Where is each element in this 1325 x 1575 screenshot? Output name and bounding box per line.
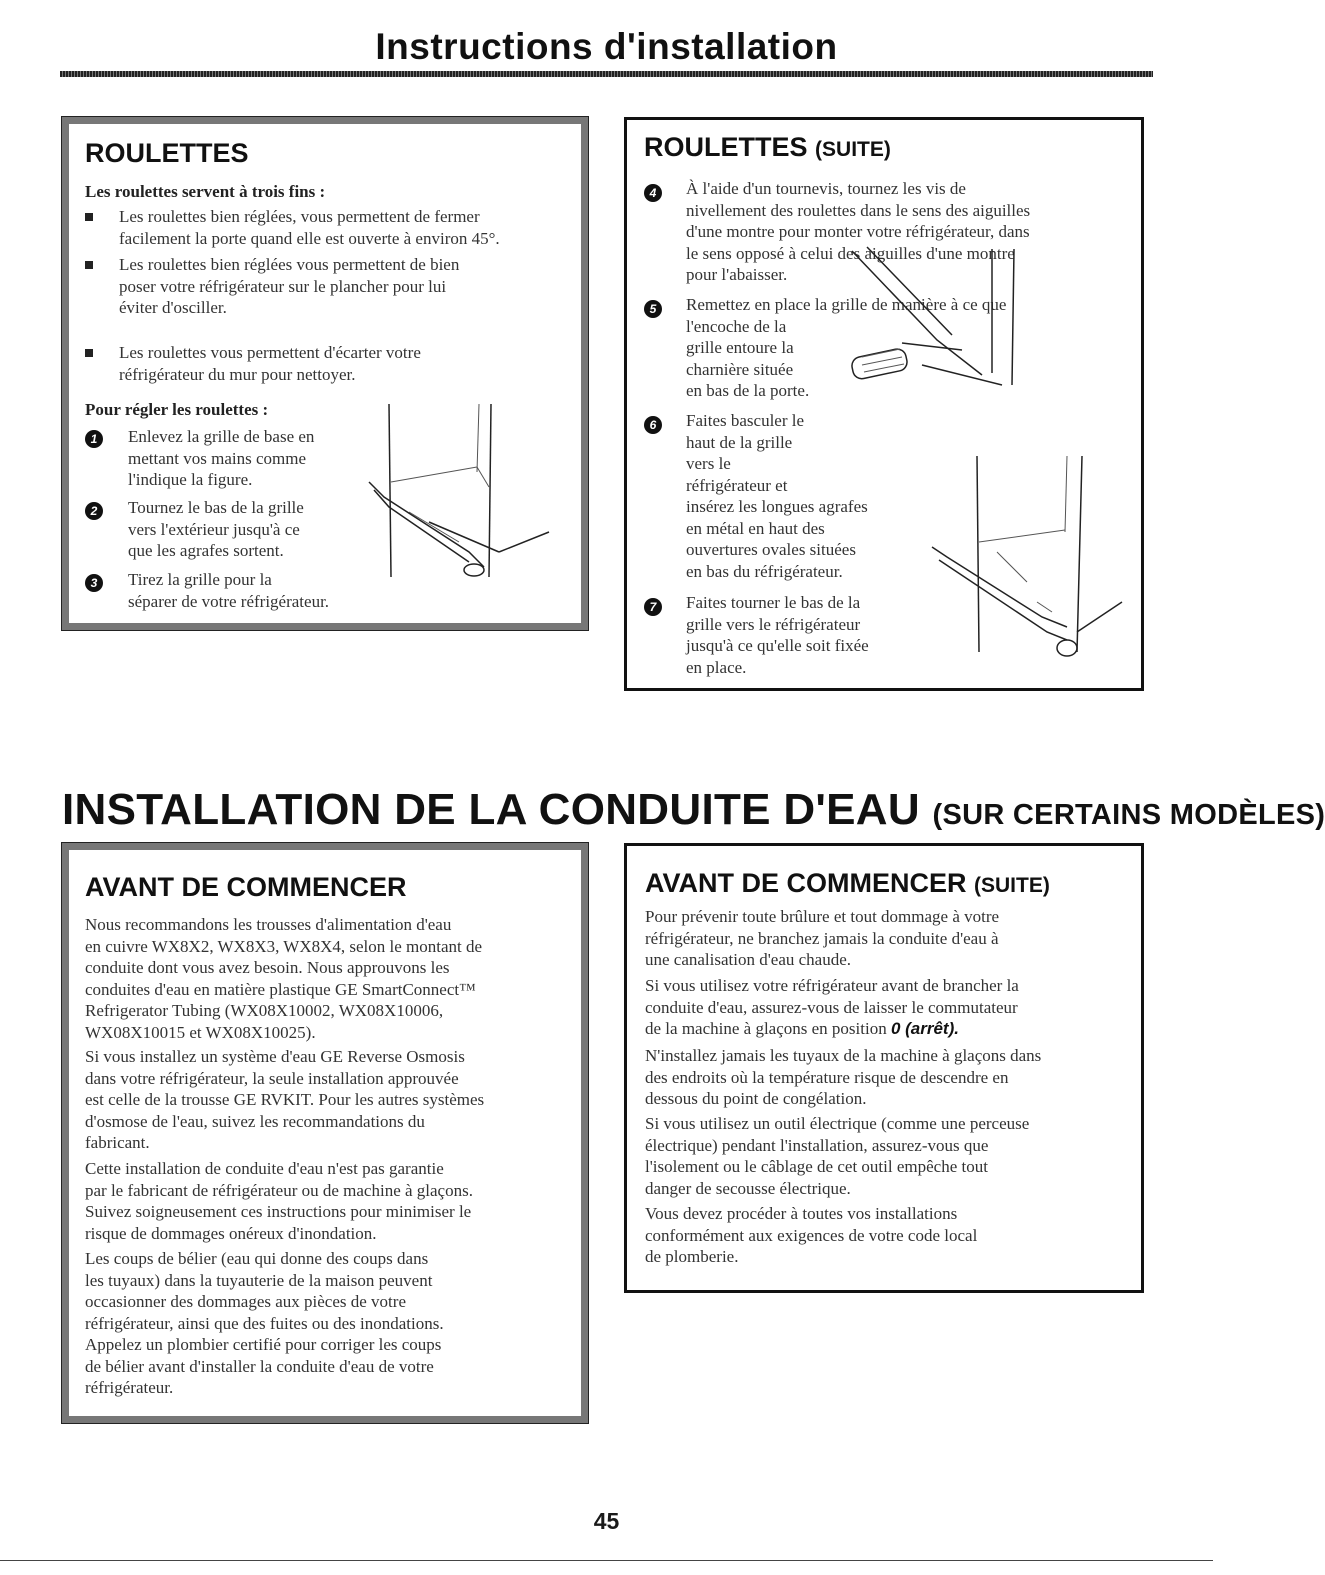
- box-title-avant-suite: AVANT DE COMMENCER (SUITE): [645, 868, 1050, 898]
- step-badge-3: 3: [85, 574, 103, 592]
- step-badge-1: 1: [85, 430, 103, 448]
- avant-paragraph-1: Nous recommandons les trousses d'alimentation d'eau en cuivre WX8X2, WX8X3, WX8X4, selon le montant de conduite dont vous avez besoin. Nous approuvons les conduites d'eau en matière plastique GE SmartConnect™ Refrigerator Tubing (WX08X10002, WX08X10006, WX08X10015 et WX08X10025).: [85, 915, 483, 1042]
- step-6-text: Faites basculer le haut de la grille vers le réfrigérateur et insérez les longues agrafes en métal en haut des ouvertures ovales situées en bas du réfrigérateur.: [686, 411, 868, 581]
- box-roulettes-suite: [624, 117, 1144, 691]
- box-title-roulettes-suite: ROULETTES (SUITE): [644, 132, 891, 162]
- step-badge-7: 7: [644, 598, 662, 616]
- avant-suite-p3: N'installez jamais les tuyaux de la machine à glaçons dans des endroits où la température risque de descendre en dessous du point de congélation.: [645, 1046, 1042, 1108]
- step-badge-4: 4: [644, 184, 662, 202]
- grille-attach-illustration: [927, 452, 1142, 672]
- box-avant-de-commencer: [62, 843, 588, 1423]
- section-heading: INSTALLATION DE LA CONDUITE D'EAU (SUR CERTAINS MODÈLES): [62, 785, 1325, 834]
- switch-position-off: 0 (arrêt).: [890, 1019, 959, 1038]
- step-7-text: Faites tourner le bas de la grille vers le réfrigérateur jusqu'à ce qu'elle soit fixée en place.: [686, 593, 869, 677]
- roulettes-bullet-2: Les roulettes bien réglées vous permettent de bien poser votre réfrigérateur sur le plancher pour lui éviter d'osciller.: [119, 255, 460, 317]
- box-avant-suite: [624, 843, 1144, 1293]
- avant-suite-p1: Pour prévenir toute brûlure et tout dommage à votre réfrigérateur, ne branchez jamais la conduite d'eau à une canalisation d'eau chaude.: [645, 907, 1000, 969]
- box-title-roulettes: ROULETTES: [85, 138, 249, 168]
- screwdriver-illustration: [842, 245, 1022, 390]
- step-badge-2: 2: [85, 502, 103, 520]
- step-3-text: Tirez la grille pour la séparer de votre réfrigérateur.: [128, 570, 330, 611]
- box-roulettes: [62, 117, 588, 630]
- step-4-text: À l'aide d'un tournevis, tournez les vis de nivellement des roulettes dans le sens des aiguilles d'une montre pour monter votre réfrigérateur, dans le sens opposé à celui des aiguilles d'une montre pour l'abaisser.: [686, 179, 1031, 284]
- avant-suite-p5: Vous devez procéder à toutes vos installations conformément aux exigences de votre code local de plomberie.: [645, 1204, 978, 1266]
- bullet-marker: [85, 349, 93, 357]
- box-title-avant: AVANT DE COMMENCER: [85, 872, 407, 902]
- step-1-text: Enlevez la grille de base en mettant vos mains comme l'indique la figure.: [128, 427, 315, 489]
- avant-paragraph-3: Cette installation de conduite d'eau n'est pas garantie par le fabricant de réfrigérateur ou de machine à glaçons. Suivez soigneusement ces instructions pour minimiser le risque de dommages onéreux d'inondation.: [85, 1159, 473, 1243]
- step-2-text: Tournez le bas de la grille vers l'extérieur jusqu'à ce que les agrafes sortent.: [128, 498, 304, 560]
- avant-paragraph-4: Les coups de bélier (eau qui donne des coups dans les tuyaux) dans la tuyauterie de la maison peuvent occasionner des dommages aux pièces de votre réfrigérateur, ainsi que des fuites ou des inondations. Appelez un plombier certifié pour corriger les coups de bélier avant d'installer la conduite d'eau de votre réfrigérateur.: [85, 1249, 444, 1397]
- bullet-marker: [85, 261, 93, 269]
- avant-suite-p4: Si vous utilisez un outil électrique (comme une perceuse électrique) pendant l'installation, assurez-vous que l'isolement ou le câblage de cet outil empêche tout danger de secousse électrique.: [645, 1114, 1030, 1198]
- roulettes-intro: Les roulettes servent à trois fins :: [85, 182, 326, 201]
- page-number: 45: [593, 1508, 620, 1534]
- step-badge-5: 5: [644, 300, 662, 318]
- header-rule: [60, 71, 1153, 77]
- avant-suite-p2: Si vous utilisez votre réfrigérateur avant de brancher la conduite d'eau, assurez-vous de laisser le commutateur de la machine à glaçons en position 0 (arrêt).: [645, 976, 1019, 1038]
- adjust-title: Pour régler les roulettes :: [85, 400, 269, 419]
- grille-removal-illustration: [369, 402, 584, 587]
- step-badge-6: 6: [644, 416, 662, 434]
- page-header-title: Instructions d'installation: [375, 26, 838, 67]
- bullet-marker: [85, 213, 93, 221]
- roulettes-bullet-1: Les roulettes bien réglées, vous permettent de fermer facilement la porte quand elle est ouverte à environ 45°.: [119, 207, 500, 248]
- step-5-text: Remettez en place la grille de manière à ce que l'encoche de la grille entoure la charnière située en bas de la porte.: [686, 295, 1007, 400]
- roulettes-bullet-3: Les roulettes vous permettent d'écarter votre réfrigérateur du mur pour nettoyer.: [119, 343, 421, 384]
- avant-paragraph-2: Si vous installez un système d'eau GE Reverse Osmosis dans votre réfrigérateur, la seule installation approuvée est celle de la trousse GE RVKIT. Pour les autres systèmes d'osmose de l'eau, suivez les recommandations du fabricant.: [85, 1047, 485, 1152]
- footer-rule: [0, 1560, 1213, 1561]
